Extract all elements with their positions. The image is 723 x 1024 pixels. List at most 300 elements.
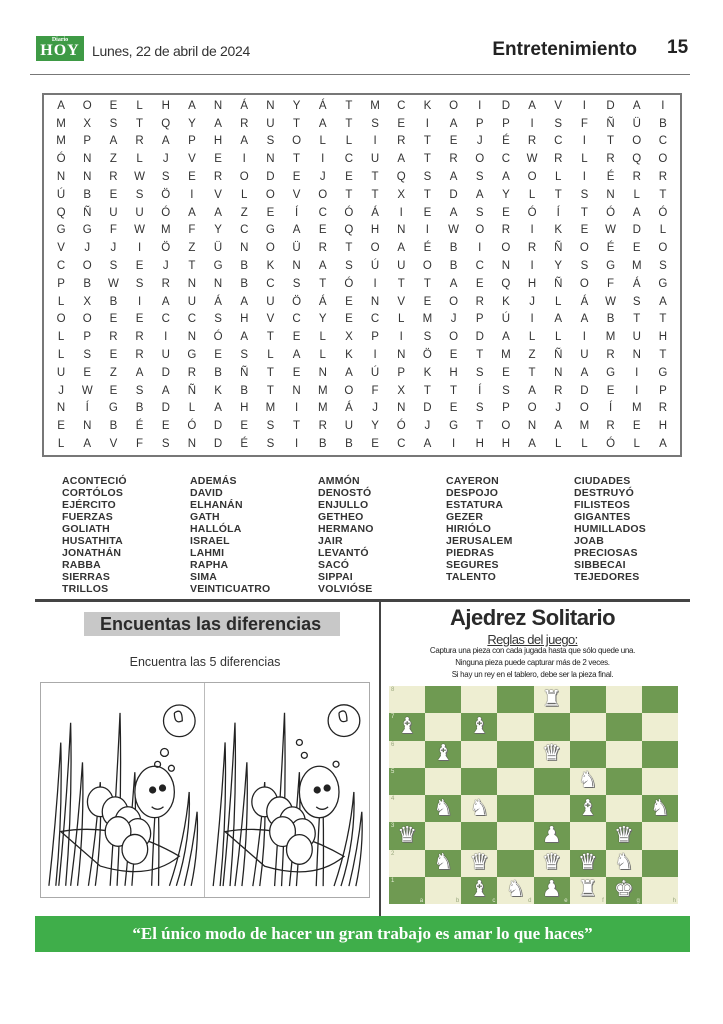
grid-letter: I [242,153,246,166]
square-a6[interactable] [389,741,425,768]
grid-letter: M [501,349,511,362]
grid-letter: E [371,438,379,451]
square-b8[interactable] [425,686,461,713]
grid-letter: M [317,384,328,397]
grid-letter: K [266,260,275,273]
grid-letter: T [293,117,301,130]
grid-letter: E [135,260,144,273]
grid-letter: A [292,349,301,362]
grid-letter: T [607,135,615,148]
grid-letter: E [632,242,641,255]
logo-small-text: Diario [51,37,69,43]
grid-letter: B [83,188,92,201]
grid-letter: S [240,349,249,362]
white-king-icon[interactable]: ♚ [613,877,634,903]
grid-letter: T [476,349,484,362]
grid-letter: B [83,277,92,290]
grid-letter: S [423,171,432,184]
grid-letter: X [83,295,92,308]
grid-letter: Ó [56,153,66,166]
grid-letter: U [187,295,197,308]
grid-letter: E [345,313,353,326]
grid-letter: E [632,420,641,433]
square-b2[interactable] [425,850,461,877]
grid-letter: P [502,117,510,130]
grid-letter: E [580,224,589,237]
square-a2[interactable] [389,850,425,877]
grid-letter: T [633,313,641,326]
square-c7[interactable] [461,713,497,740]
grid-letter: S [475,171,484,184]
square-e1[interactable] [534,877,570,904]
square-c2[interactable] [461,850,497,877]
word-item: ISRAEL [190,535,230,547]
grid-letter: F [109,224,117,237]
grid-letter: L [57,349,65,362]
grid-letter: Ñ [554,277,563,290]
grid-letter: S [659,260,667,273]
white-bishop-icon[interactable]: ♝ [469,877,490,903]
grid-letter: J [372,402,378,415]
square-f2[interactable] [570,850,606,877]
square-f3[interactable] [570,822,606,849]
white-knight-icon[interactable]: ♞ [433,850,454,876]
word-item: GETHEO [318,511,364,523]
grid-letter: J [476,135,483,148]
square-b1[interactable] [425,877,461,904]
rules-title: Reglas del juego: [487,632,578,647]
grid-letter: L [136,153,143,166]
rank-label: 5 [391,768,395,775]
grid-letter: C [56,260,66,273]
word-item: TALENTO [446,571,497,583]
word-item: HUSATHITA [62,535,123,547]
white-bishop-icon[interactable]: ♝ [433,741,454,767]
grid-letter: S [371,117,379,130]
grid-letter: Y [214,224,222,237]
grid-letter: R [240,117,249,130]
grid-letter: E [502,366,510,379]
grid-letter: A [292,224,301,237]
grid-letter: M [422,313,433,326]
grid-letter: M [631,260,642,273]
grid-letter: L [267,349,274,362]
square-d7[interactable] [497,713,533,740]
grid-letter: W [107,277,119,290]
grid-letter: B [109,295,118,308]
grid-letter: Y [554,260,563,273]
white-knight-icon[interactable]: ♞ [650,795,670,821]
square-b3[interactable] [425,822,461,849]
grid-letter: R [397,135,406,148]
grid-letter: A [632,206,641,219]
word-item: GOLIATH [62,523,110,535]
rule-2: Ninguna pieza puede capturar más de 2 veces. [455,658,610,667]
square-a8[interactable] [389,686,425,713]
grid-letter: D [580,384,589,397]
grid-letter: R [554,384,563,397]
square-g1[interactable] [606,877,642,904]
grid-letter: D [606,99,615,112]
grid-letter: S [135,277,144,290]
word-item: CAYERON [446,475,499,487]
grid-letter: R [554,153,563,166]
grid-letter: K [423,366,432,379]
grid-letter: N [606,188,615,201]
grid-letter: O [579,402,589,415]
grid-letter: J [84,242,91,255]
grid-letter: A [135,366,144,379]
grid-letter: Ó [213,331,223,344]
word-item: JOAB [574,535,604,547]
grid-letter: I [635,384,639,397]
grid-letter: T [345,99,353,112]
grid-letter: O [579,242,589,255]
square-d4[interactable] [497,795,533,822]
grid-letter: Á [240,99,249,112]
grid-letter: L [57,295,65,308]
white-pawn-icon[interactable]: ♟ [541,822,562,848]
square-f5[interactable] [570,768,606,795]
grid-letter: S [554,117,563,130]
grid-letter: O [527,402,537,415]
grid-letter: J [110,242,117,255]
grid-letter: S [475,206,484,219]
grid-letter: E [214,349,222,362]
grid-letter: A [449,206,458,219]
grid-letter: B [318,438,327,451]
grid-letter: L [136,99,143,112]
grid-letter: E [266,206,275,219]
grid-letter: E [449,135,458,148]
grid-letter: S [161,438,170,451]
square-d1[interactable] [497,877,533,904]
square-d8[interactable] [497,686,533,713]
grid-letter: L [319,331,326,344]
white-queen-icon[interactable]: ♛ [469,850,490,876]
grid-letter: Y [292,99,301,112]
grid-letter: I [137,242,142,255]
grid-letter: U [344,420,354,433]
grid-letter: Ñ [554,349,563,362]
grid-letter: Ó [344,277,354,290]
grid-letter: A [214,117,222,130]
square-e2[interactable] [534,850,570,877]
grid-letter: B [135,402,144,415]
grid-letter: T [423,188,431,201]
square-g7[interactable] [606,713,642,740]
grid-letter: Á [371,206,379,219]
word-column [318,475,446,595]
grid-letter: C [292,313,301,326]
grid-letter: T [371,171,379,184]
grid-letter: N [83,153,92,166]
grid-letter: Ñ [554,242,563,255]
white-rook-icon[interactable]: ♜ [541,686,562,712]
square-d6[interactable] [497,741,533,768]
grid-letter: R [501,224,511,237]
grid-letter: Y [188,117,196,130]
white-rook-icon[interactable]: ♜ [577,877,598,903]
grid-letter: R [187,366,197,379]
square-e8[interactable] [534,686,570,713]
grid-letter: M [56,117,66,130]
grid-letter: G [265,224,275,237]
grid-letter: Á [318,99,327,112]
grid-letter: N [266,153,275,166]
grid-letter: I [164,331,168,344]
grid-letter: Ó [658,206,668,219]
grid-letter: C [397,438,406,451]
square-c1[interactable] [461,877,497,904]
grid-letter: T [554,188,562,201]
grid-letter: L [581,153,588,166]
file-label: g [636,898,640,904]
grid-letter: C [161,313,170,326]
grid-letter: A [161,295,170,308]
grid-letter: A [240,295,249,308]
white-knight-icon[interactable]: ♞ [433,795,454,821]
word-item: DESPOJO [446,487,499,499]
grid-letter: Z [528,349,536,362]
grid-letter: W [605,295,616,308]
square-d3[interactable] [497,822,533,849]
grid-letter: T [528,366,536,379]
square-h1[interactable] [642,877,678,904]
grid-letter: C [240,224,249,237]
square-a5[interactable] [389,768,425,795]
square-c4[interactable] [461,795,497,822]
white-queen-icon[interactable]: ♛ [541,741,562,767]
square-h5[interactable] [642,768,678,795]
file-label: c [492,898,496,904]
grid-letter: É [502,135,510,148]
grid-letter: P [475,313,484,326]
section-divider [35,599,690,602]
square-f4[interactable] [570,795,606,822]
grid-letter: I [530,224,534,237]
grid-letter: J [162,260,169,273]
grid-letter: T [423,135,431,148]
grid-letter: I [530,117,534,130]
grid-letter: L [528,188,536,201]
grid-letter: U [632,331,641,344]
grid-letter: Á [580,295,589,308]
square-c5[interactable] [461,768,497,795]
grid-letter: R [527,135,537,148]
grid-letter: X [345,331,353,344]
square-g4[interactable] [606,795,642,822]
square-h8[interactable] [642,686,678,713]
square-h4[interactable] [642,795,678,822]
grid-letter: T [659,313,667,326]
grid-letter: Y [318,313,327,326]
grid-letter: W [526,153,538,166]
grid-letter: N [266,99,275,112]
grid-letter: A [161,384,170,397]
grid-letter: D [213,438,223,451]
differences-title: Encuentas las diferencias [84,612,340,636]
word-item: ESTATURA [446,499,504,511]
grid-letter: S [161,171,170,184]
white-queen-icon[interactable]: ♛ [613,822,634,848]
white-knight-icon[interactable]: ♞ [505,877,526,903]
grid-letter: O [82,313,92,326]
square-e7[interactable] [534,713,570,740]
grid-letter: S [345,260,353,273]
grid-letter: H [240,313,249,326]
grid-letter: I [373,277,377,290]
grid-letter: Q [396,171,406,184]
word-item: ENJULLO [318,499,369,511]
grid-letter: B [449,242,458,255]
square-f1[interactable] [570,877,606,904]
grid-letter: É [606,171,615,184]
square-g2[interactable] [606,850,642,877]
grid-letter: R [109,331,118,344]
square-g3[interactable] [606,822,642,849]
grid-letter: I [451,438,456,451]
word-item: SIMA [190,571,218,583]
white-queen-icon[interactable]: ♛ [577,850,598,876]
grid-letter: F [136,438,144,451]
white-bishop-icon[interactable]: ♝ [469,713,490,739]
square-d5[interactable] [497,768,533,795]
white-bishop-icon[interactable]: ♝ [577,795,598,821]
grid-letter: P [83,135,92,148]
square-g5[interactable] [606,768,642,795]
grid-letter: A [659,438,667,451]
square-h6[interactable] [642,741,678,768]
grid-letter: T [659,188,667,201]
grid-letter: C [397,99,406,112]
square-e6[interactable] [534,741,570,768]
grid-letter: M [579,420,590,433]
grid-letter: Y [502,188,510,201]
grid-letter: A [397,242,406,255]
square-a1[interactable] [389,877,425,904]
grid-letter: A [528,438,536,451]
square-g6[interactable] [606,741,642,768]
square-b4[interactable] [425,795,461,822]
square-g8[interactable] [606,686,642,713]
grid-letter: N [83,420,92,433]
grid-letter: I [321,153,325,166]
square-a4[interactable] [389,795,425,822]
grid-letter: N [83,171,92,184]
grid-letter: E [292,331,301,344]
grid-letter: B [240,277,249,290]
grid-letter: E [109,313,118,326]
square-a7[interactable] [389,713,425,740]
white-knight-icon[interactable]: ♞ [613,850,634,876]
square-f8[interactable] [570,686,606,713]
grid-letter: D [632,224,641,237]
grid-letter: I [425,224,429,237]
grid-letter: F [371,384,379,397]
grid-letter: S [109,260,118,273]
grid-letter: C [344,153,354,166]
white-knight-icon[interactable]: ♞ [469,795,490,821]
word-item: RABBA [62,559,101,571]
word-item: FILISTEOS [574,499,631,511]
grid-letter: I [635,366,639,379]
grid-letter: S [266,438,275,451]
white-pawn-icon[interactable]: ♟ [541,877,562,903]
grid-letter: I [399,206,403,219]
grid-letter: N [292,260,301,273]
grid-letter: B [109,420,118,433]
grid-letter: R [213,171,223,184]
word-item: HUMILLADOS [574,523,646,535]
grid-letter: I [530,260,534,273]
square-c8[interactable] [461,686,497,713]
grid-letter: N [527,420,537,433]
grid-letter: L [241,188,248,201]
grid-letter: T [659,349,667,362]
page-number: 15 [667,37,689,58]
grid-letter: O [501,420,511,433]
grid-letter: B [659,117,667,130]
square-b7[interactable] [425,713,461,740]
grid-letter: N [292,384,301,397]
square-a3[interactable] [389,822,425,849]
grid-letter: U [56,366,66,379]
square-f6[interactable] [570,741,606,768]
square-h2[interactable] [642,850,678,877]
grid-letter: A [502,171,510,184]
grid-letter: X [83,117,92,130]
white-queen-icon[interactable]: ♛ [397,822,417,848]
square-d2[interactable] [497,850,533,877]
white-knight-icon[interactable]: ♞ [577,768,598,794]
grid-letter: T [345,188,353,201]
square-e5[interactable] [534,768,570,795]
white-bishop-icon[interactable]: ♝ [397,713,417,739]
white-queen-icon[interactable]: ♛ [541,850,562,876]
grid-letter: M [370,99,380,112]
grid-letter: K [214,384,222,397]
grid-letter: C [475,260,484,273]
square-e3[interactable] [534,822,570,849]
square-e4[interactable] [534,795,570,822]
grid-letter: R [318,242,327,255]
square-f7[interactable] [570,713,606,740]
rank-label: 6 [391,741,395,748]
square-b5[interactable] [425,768,461,795]
grid-letter: D [213,420,223,433]
grid-letter: Ñ [240,366,249,379]
square-h7[interactable] [642,713,678,740]
grid-letter: T [580,206,588,219]
square-c6[interactable] [461,741,497,768]
grid-letter: R [161,277,170,290]
word-item: GIGANTES [574,511,631,523]
grid-letter: S [475,402,484,415]
word-item: CORTÓLOS [62,487,124,499]
grid-letter: T [319,277,327,290]
grid-letter: T [293,420,301,433]
square-b6[interactable] [425,741,461,768]
word-item: EJÉRCITO [62,499,116,511]
square-c3[interactable] [461,822,497,849]
grid-letter: N [187,438,197,451]
grid-letter: Ñ [606,117,615,130]
word-item: TRILLOS [62,583,109,595]
grid-letter: Ú [501,313,511,326]
grid-letter: O [449,295,459,308]
square-h3[interactable] [642,822,678,849]
